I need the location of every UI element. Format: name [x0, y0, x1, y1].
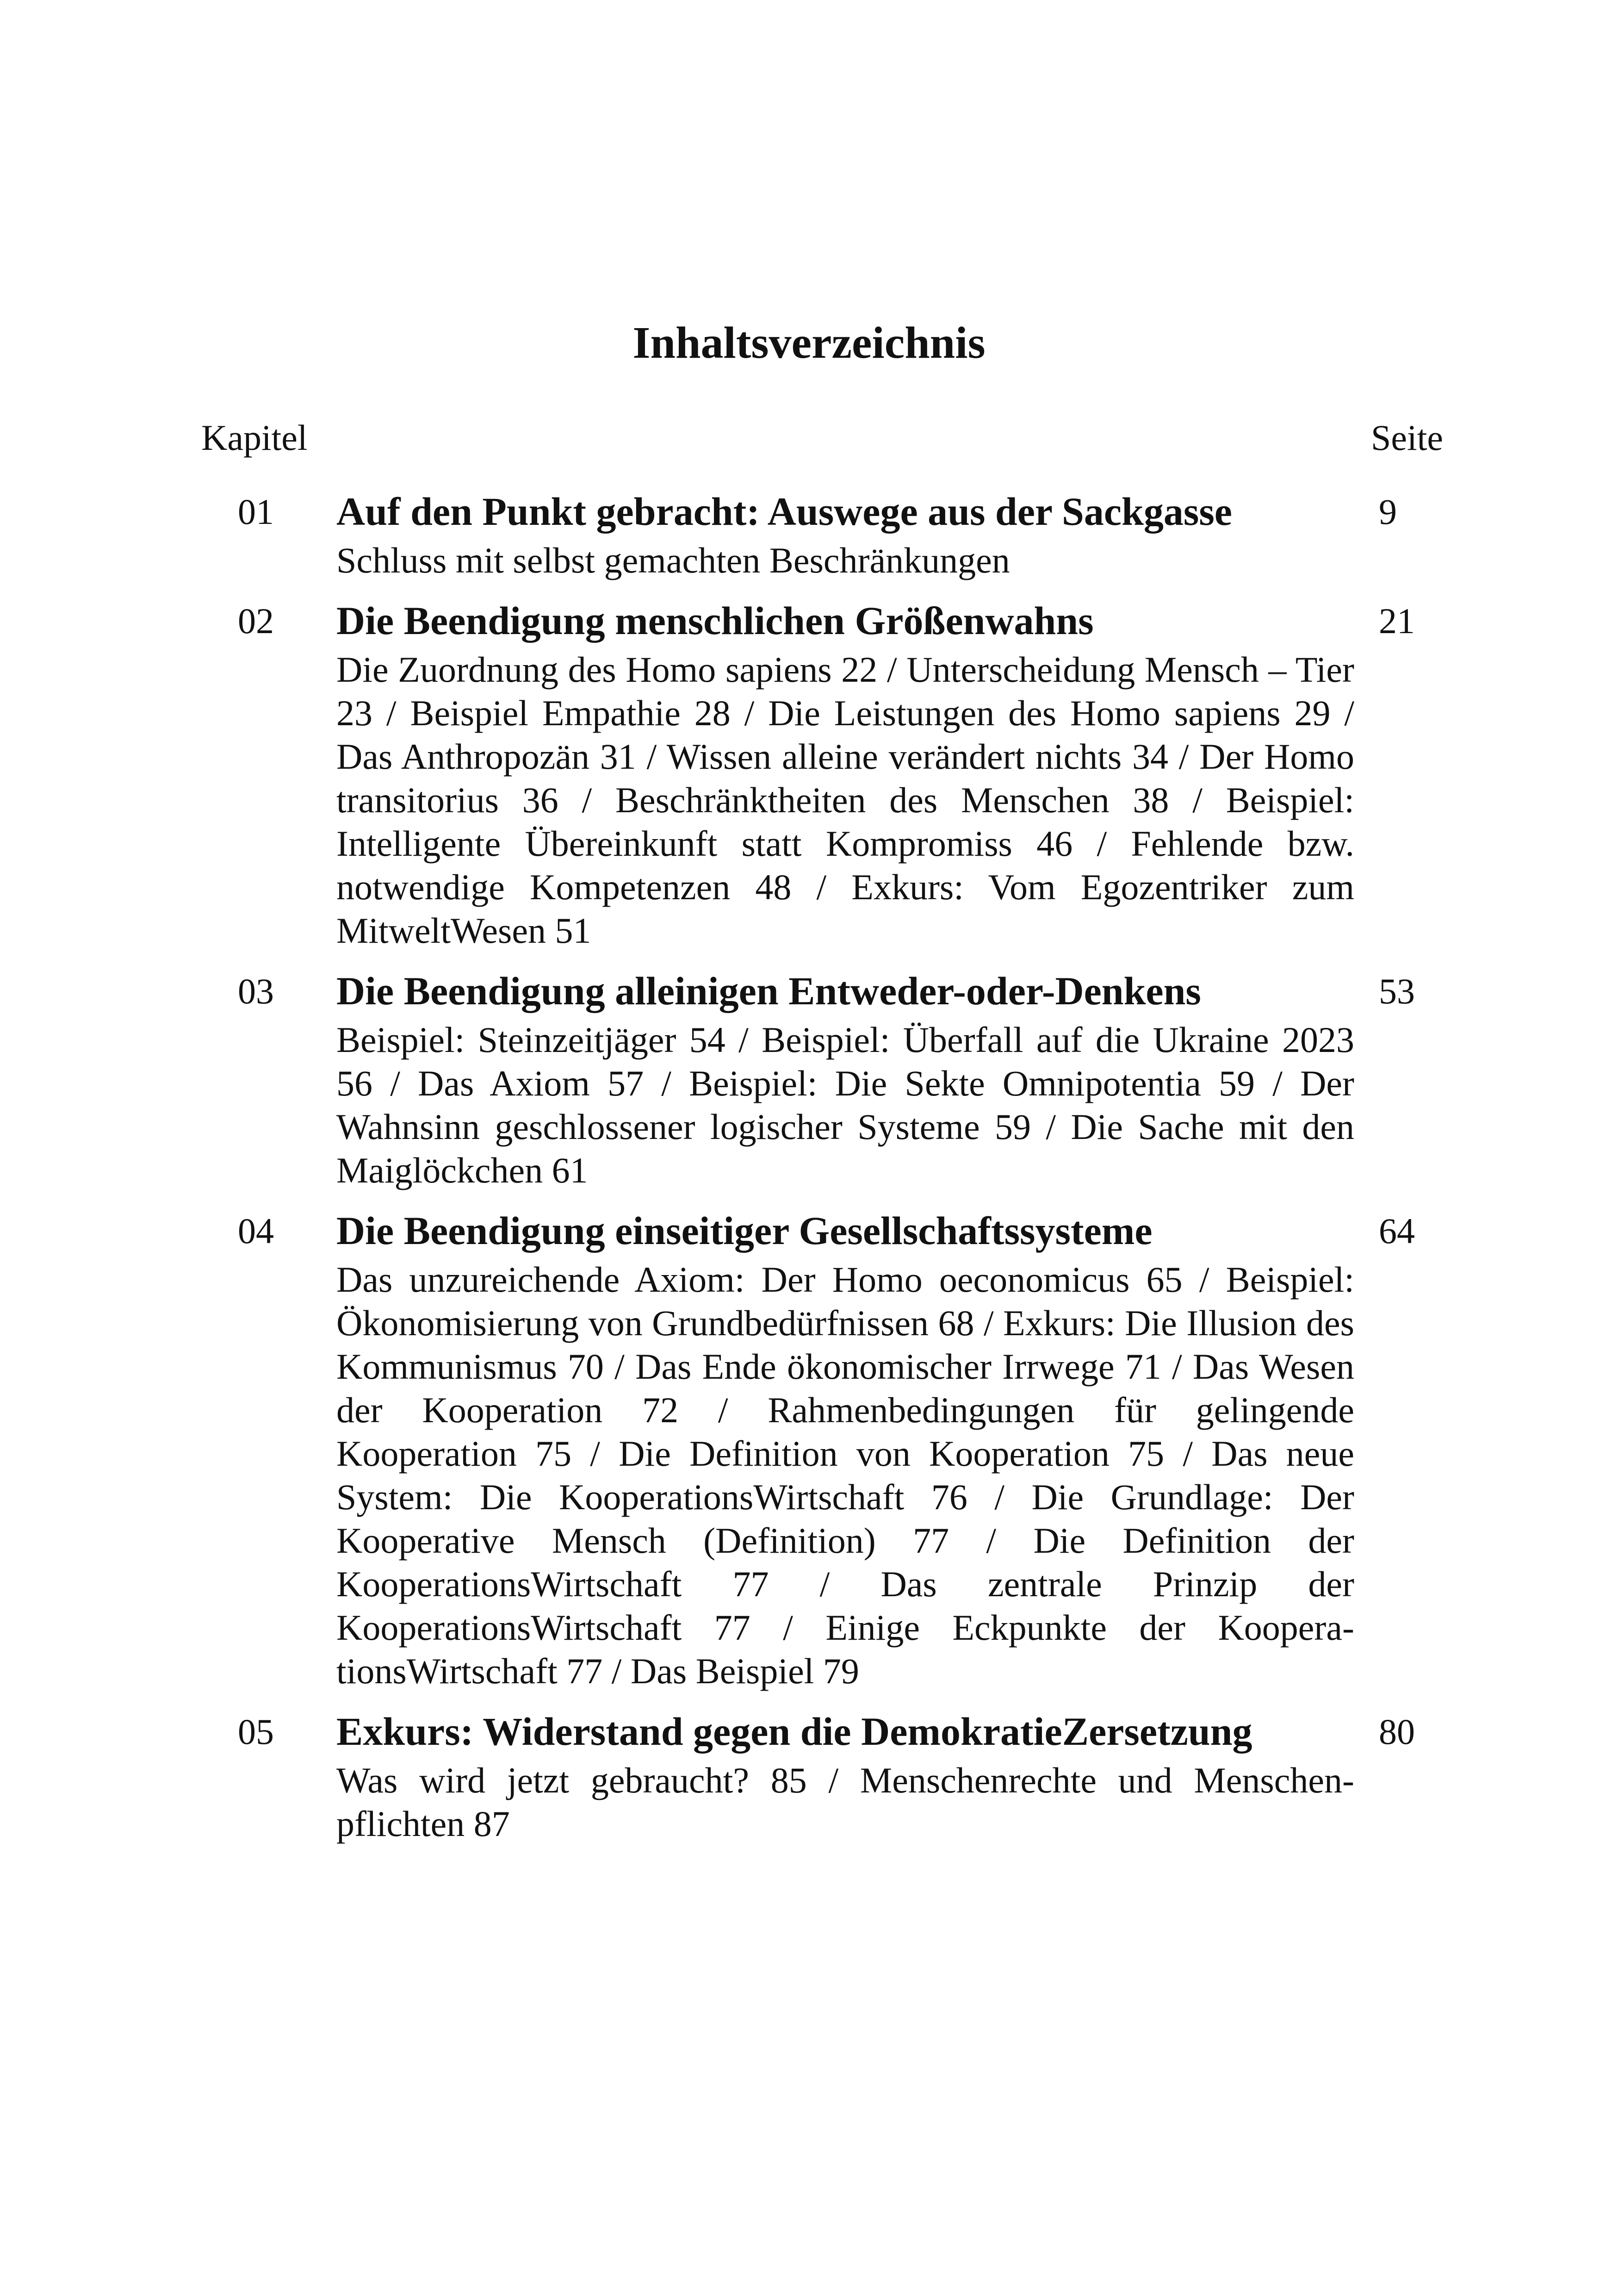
toc-entry	[0, 484, 1618, 582]
page-title: Inhaltsverzeichnis	[632, 318, 986, 368]
chapter-number: 01	[238, 492, 274, 532]
chapter-number: 05	[238, 1711, 274, 1752]
chapter-title: Auf den Punkt gebracht: Auswege aus der Sackgasse	[336, 489, 1232, 534]
column-header-page: Seite	[1371, 417, 1443, 458]
chapter-title: Exkurs: Widerstand gegen die DemokratieZersetzung	[336, 1709, 1252, 1754]
chapter-page-number: 80	[1379, 1711, 1415, 1752]
toc-entry	[0, 1704, 1618, 1846]
chapter-number: 03	[238, 971, 274, 1011]
toc-entry	[0, 593, 1618, 952]
chapter-title: Die Beendigung menschlichen Größenwahns	[336, 598, 1094, 643]
chapter-subsections: Die Zuordnung des Homo sapiens 22 / Unterscheidung Mensch – Tier 23 / Beispiel Empathie 28 / Die Leistungen des Homo sapiens 29 / Das Anthropozän 31 / Wissen alleine verändert nichts 34 / Der Homo transitorius 36 / Beschränktheiten des Menschen 38 / Beispiel: Intelligente Übereinkunft statt Kompromiss 46 / Fehlende bzw. notwendige Kompetenzen 48 / Exkurs: Vom Egozentriker zum MitweltWesen 51	[336, 649, 1354, 951]
toc-entry	[0, 964, 1618, 1192]
chapter-page-number: 53	[1379, 971, 1415, 1011]
chapter-number: 02	[238, 601, 274, 641]
chapter-title: Die Beendigung alleinigen Entweder-oder-Denkens	[336, 969, 1201, 1013]
column-header-chapter: Kapitel	[201, 417, 308, 458]
chapter-subsections: Beispiel: Steinzeitjäger 54 / Beispiel: Überfall auf die Ukraine 2023 56 / Das Axiom 57 / Beispiel: Die Sekte Omnipotentia 59 / Der Wahnsinn geschlossener logischer Systeme 59 / Die Sache mit den Maiglöckchen 61	[336, 1020, 1354, 1190]
toc-entry	[0, 1203, 1618, 1693]
chapter-page-number: 64	[1379, 1211, 1415, 1251]
chapter-page-number: 21	[1379, 601, 1415, 641]
chapter-subsections: Schluss mit selbst gemachten Beschränkungen	[336, 540, 1010, 580]
chapter-title: Die Beendigung einseitiger Gesellschaftssysteme	[336, 1208, 1153, 1253]
table-of-contents	[0, 484, 1618, 1857]
chapter-page-number: 9	[1379, 492, 1397, 532]
chapter-number: 04	[238, 1211, 274, 1251]
chapter-subsections: Was wird jetzt gebraucht? 85 / Menschenrechte und Menschenpflichten 87	[336, 1760, 1354, 1844]
chapter-subsections: Das unzureichende Axiom: Der Homo oeconomicus 65 / Beispiel: Ökonomisierung von Grundbedürfnissen 68 / Exkurs: Die Illusion des Kommunismus 70 / Das Ende ökonomischer Irrwege 71 / Das Wesen der Kooperation 72 / Rahmenbedingungen für gelingende Kooperation 75 / Die Definition von Kooperation 75 / Das neue System: Die KooperationsWirtschaft 76 / Die Grundlage: Der Kooperative Mensch (Definition) 77 / Die Definition der KooperationsWirtschaft 77 / Das zentrale Prinzip der KooperationsWirtschaft 77 / Einige Eckpunkte der KooperationsWirtschaft 77 / Das Beispiel 79	[336, 1259, 1354, 1691]
